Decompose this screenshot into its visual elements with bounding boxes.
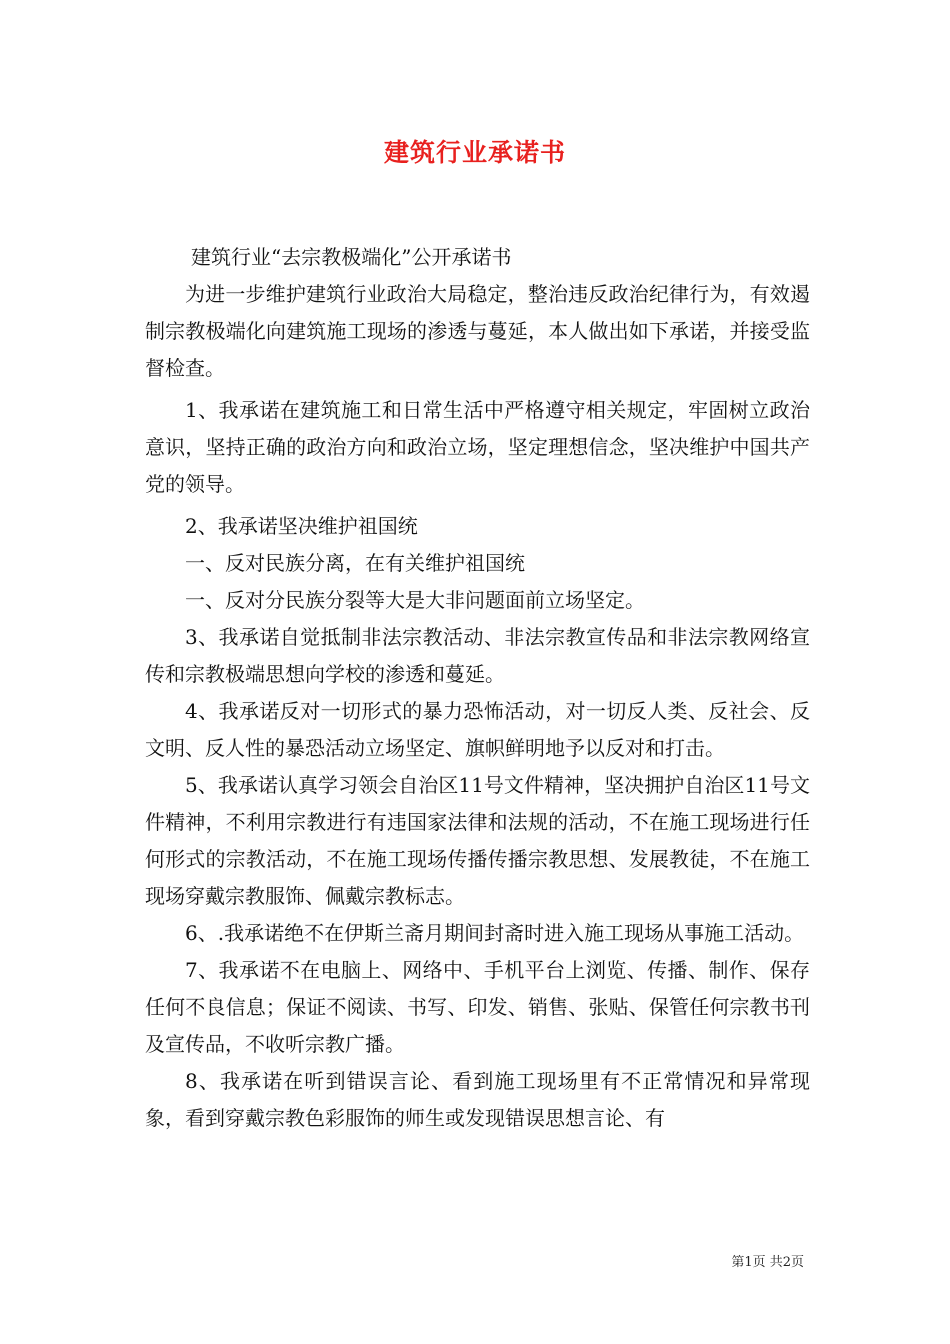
commitment-item-2-continued-b: 一、反对分民族分裂等大是大非问题面前立场坚定。 [185, 588, 645, 612]
commitment-item-8: 8、我承诺在听到错误言论、看到施工现场里有不正常情况和异常现象，看到穿戴宗教色彩服饰的师生或发现错误思想言论、有 [145, 1069, 810, 1130]
intro-paragraph: 为进一步维护建筑行业政治大局稳定，整治违反政治纪律行为，有效遏制宗教极端化向建筑施工现场的渗透与蔓延，本人做出如下承诺，并接受监督检查。 [145, 282, 810, 380]
commitment-item-5: 5、我承诺认真学习领会自治区11号文件精神，坚决拥护自治区11号文件精神，不利用宗教进行有违国家法律和法规的活动，不在施工现场进行任何形式的宗教活动，不在施工现场传播传播宗教思想、发展教徒，不在施工现场穿戴宗教服饰、佩戴宗教标志。 [145, 773, 810, 908]
commitment-item-6: 6、.我承诺绝不在伊斯兰斋月期间封斋时进入施工现场从事施工活动。 [185, 921, 805, 945]
page-number: 第1页 共2页 [731, 1255, 804, 1270]
commitment-item-7: 7、我承诺不在电脑上、网络中、手机平台上浏览、传播、制作、保存任何不良信息；保证不阅读、书写、印发、销售、张贴、保管任何宗教书刊及宣传品，不收听宗教广播。 [145, 958, 810, 1056]
document-subtitle: 建筑行业“去宗教极端化”公开承诺书 [191, 245, 512, 269]
commitment-item-2: 2、我承诺坚决维护祖国统 [185, 514, 418, 538]
commitment-item-2-continued-a: 一、反对民族分离，在有关维护祖国统 [185, 551, 525, 575]
document-body [145, 239, 810, 1137]
commitment-item-3: 3、我承诺自觉抵制非法宗教活动、非法宗教宣传品和非法宗教网络宣传和宗教极端思想向学校的渗透和蔓延。 [145, 625, 810, 686]
document-title: 建筑行业承诺书 [383, 138, 566, 167]
commitment-item-4: 4、我承诺反对一切形式的暴力恐怖活动，对一切反人类、反社会、反文明、反人性的暴恐活动立场坚定、旗帜鲜明地予以反对和打击。 [145, 699, 810, 760]
commitment-item-1: 1、我承诺在建筑施工和日常生活中严格遵守相关规定，牢固树立政治意识，坚持正确的政治方向和政治立场，坚定理想信念，坚决维护中国共产党的领导。 [145, 398, 810, 496]
